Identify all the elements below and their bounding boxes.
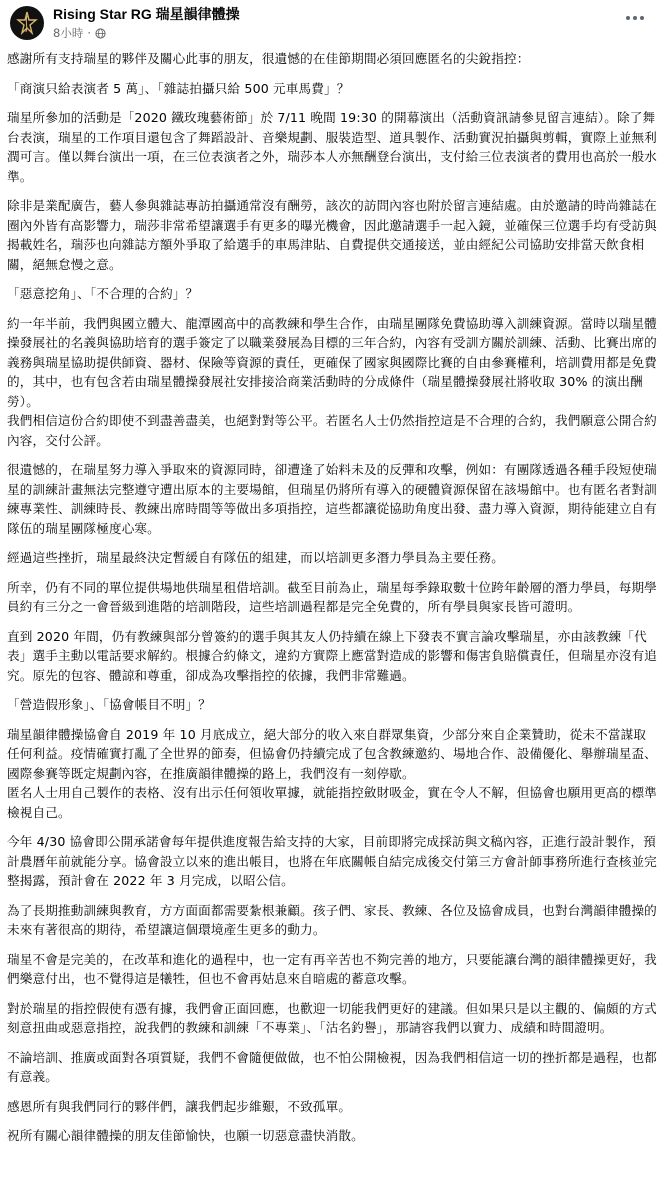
post-body xyxy=(7,49,657,1146)
page-avatar[interactable] xyxy=(10,6,44,40)
section-heading: 「惡意挖角」、「不合理的合約」？ xyxy=(7,286,199,301)
paragraph: 我們相信這份合約即使不到盡善盡美，也絕對對等公平。若匿名人士仍然指控這是不合理的合約，我們願意公開合約內容，交付公評。 xyxy=(7,413,657,448)
paragraph: 瑞星不會是完美的，在改革和進化的過程中，也一定有再辛苦也不夠完善的地方，只要能讓台灣的韻律體操更好，我們樂意付出，也不覺得這是犧牲，但也不會再姑息來自暗處的蓄意攻擊。 xyxy=(7,951,657,986)
paragraph: 感恩所有與我們同行的夥伴們，讓我們起步維艱，不致孤單。 xyxy=(7,1098,352,1114)
paragraph: 經過這些挫折，瑞星最終決定暫緩自有隊伍的組建，而以培訓更多潛力學員為主要任務。 xyxy=(7,550,505,565)
section-heading: 「營造假形象」、「協會帳目不明」？ xyxy=(7,697,212,712)
more-dots-icon xyxy=(626,16,630,20)
paragraph: 今年 4/30 協會即公開承諾會每年提供進度報告給支持的大家，目前即將完成採訪與文稿內容，正進行設計製作，預計農曆年前就能分享。協會設立以來的進出帳目，也將在年底關帳自結完成後交付第三方會計師事務所進行查核並完整揭露，預計會在 2022 年 3 月完成，以昭公信。 xyxy=(7,834,657,888)
paragraph: 除非是業配廣告，藝人參與雜誌專訪拍攝通常沒有酬勞，該次的訪問內容也附於留言連結處。由於邀請的時尚雜誌在圈內外皆有高影響力，瑞莎非常希望讓選手有更多的曝光機會，因此邀請選手一起入鏡，並確保三位選手均有受訪與揭載姓名，瑞莎也向雜誌方額外爭取了給選手的車馬津貼、自費提供交通接送，並由經紀公司協助安排當天飲食相關，絕無怠慢之意。 xyxy=(7,198,657,272)
page-name-link[interactable]: Rising Star RG 瑞星韻律體操 xyxy=(53,6,240,22)
paragraph: 為了長期推動訓練與教育，方方面面都需要紮根兼顧。孩子們、家長、教練、各位及協會成員，也對台灣韻律體操的未來有著很高的期待，希望讓這個環境產生更多的動力。 xyxy=(7,902,657,937)
paragraph: 不論培訓、推廣或面對各項質疑，我們不會隨便做做，也不怕公開檢視，因為我們相信這一切的挫折都是過程，也都有意義。 xyxy=(7,1049,657,1084)
paragraph: 直到 2020 年間，仍有教練與部分曾簽約的選手與其友人仍持續在線上下發表不實言論攻擊瑞星，亦由該教練「代表」選手主動以電話要求解約。根據合約條文，違約方實際上應當對造成的影響和傷害負賠償責任，但瑞星亦沒有追究。原先的包容、體諒和尊重，卻成為攻擊指控的依據，我們非常難過。 xyxy=(7,628,657,683)
more-dot xyxy=(640,16,644,20)
paragraph: 對於瑞星的指控假使有憑有據，我們會正面回應，也歡迎一切能我們更好的建議。但如果只是以主觀的、偏頗的方式刻意扭曲或惡意指控，說我們的教練和訓練「不專業」、「沽名釣譽」，那請容我們以實力、成績和時間證明。 xyxy=(7,1000,657,1035)
paragraph: 祝所有關心韻律體操的朋友佳節愉快，也願一切惡意盡快消散。 xyxy=(7,1128,364,1143)
paragraph: 瑞星韻律體操協會自 2019 年 10 月底成立，絕大部分的收入來自群眾集資，少部分來自企業贊助，從未不當謀取任何利益。疫情確實打亂了全世界的節奏，但協會仍持續完成了包含教練邀約、場地合作、設備優化、舉辦瑞星盃、國際參賽等既定規劃內容，在推廣韻律體操的路上，我們沒有一刻停歇。 xyxy=(7,726,657,781)
post-header xyxy=(0,0,662,46)
post-meta xyxy=(53,25,106,41)
more-options-button[interactable] xyxy=(622,8,648,28)
meta-separator: · xyxy=(87,26,91,40)
star-logo-icon xyxy=(16,10,38,36)
post-timestamp[interactable]: 8小時 xyxy=(53,26,84,40)
more-dot xyxy=(633,16,637,20)
paragraph: 約一年半前，我們與國立體大、龍潭國高中的高教練和學生合作，由瑞星團隊免費協助導入訓練資源。當時以瑞星體操發展社的名義與協助培育的選手簽定了以職業發展為目標的三年合約，內容有受訓方關於訓練、活動、比賽出席的義務與瑞星協助提供師資、器材、保險等資源的責任，更確保了國家與國際比賽的自由參賽權利，培訓費用都是免費的，其中，也有包含若由瑞星體操發展社安排接洽商業活動時的分成條件（瑞星體操發展社將收取 30% 的演出酬勞）。 xyxy=(7,315,657,409)
section-heading: 「商演只給表演者 5 萬」、「雜誌拍攝只給 500 元車馬費」？ xyxy=(7,80,350,96)
paragraph: 感謝所有支持瑞星的夥伴及關心此事的朋友，很遺憾的在佳節期間必須回應匿名的尖銳指控： xyxy=(7,51,530,66)
paragraph: 很遺憾的，在瑞星努力導入爭取來的資源同時，卻遭逢了始料未及的反彈和攻擊，例如：有團隊透過各種手段短使瑞星的訓練計畫無法完整遵守遭出原本的主要場館，但瑞星仍將所有導入的硬體資源保留在該場館中。也有匿名者對訓練專業性、訓練時長、教練出席時間等等做出多項指控，這些都讓從協助角度出發、盡力導入資源，期待能建立自有隊伍的瑞星團隊極度心寒。 xyxy=(7,462,657,536)
paragraph: 瑞星所參加的活動是「2020 鐵玫瑰藝術節」於 7/11 晚間 19:30 的開幕演出（活動資訊請參見留言連結）。除了舞台表演，瑞星的工作項目還包含了舞蹈設計、音樂規劃、服裝造型、道具製作、活動實況拍攝與剪輯，實際上並無利潤可言。僅以舞台演出一項，在三位表演者之外，瑞莎本人亦無酬登台演出，支付給三位表演者的費用也高於一般水準。 xyxy=(7,110,657,184)
globe-icon xyxy=(95,28,106,39)
paragraph: 匿名人士用自己製作的表格、沒有出示任何領收單據，就能指控斂財吸金，實在令人不解，但協會也願用更高的標準檢視自己。 xyxy=(7,785,657,820)
paragraph: 所幸，仍有不同的單位提供場地供瑞星租借培訓。截至目前為止，瑞星每季錄取數十位跨年齡層的潛力學員，每期學員約有三分之一會晉級到進階的培訓階段，這些培訓過程都是完全免費的，所有學員與家長皆可證明。 xyxy=(7,579,657,614)
